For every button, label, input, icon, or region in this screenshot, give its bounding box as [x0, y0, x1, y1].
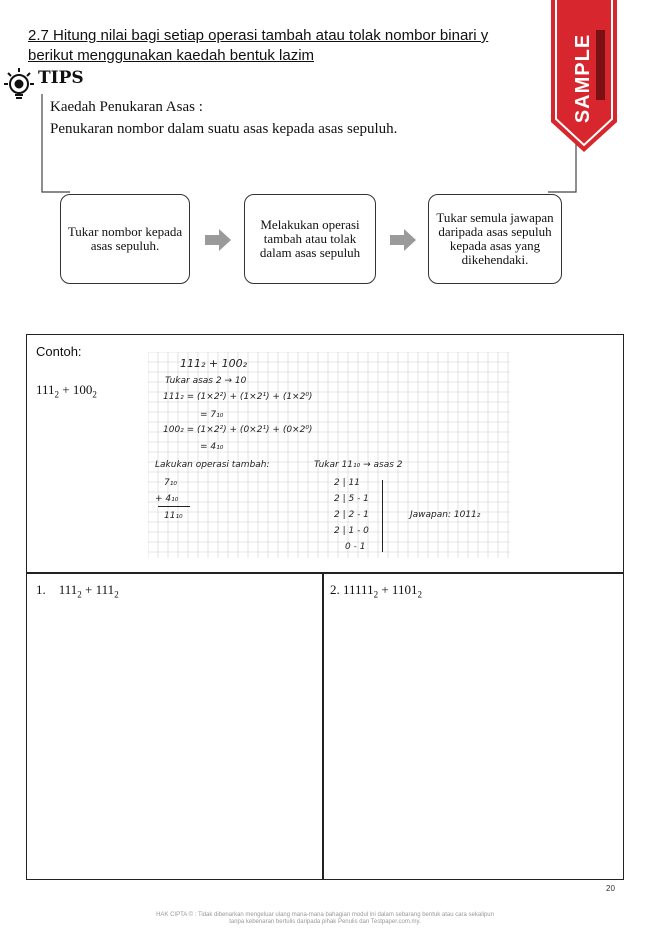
working-line: = 7₁₀ [200, 410, 224, 420]
working-line: Lakukan operasi tambah: [155, 460, 270, 470]
question-2: 2. $11111_2 + 1101_2$ [330, 582, 422, 600]
addition-result: 11₁₀ [164, 511, 183, 521]
working-line: Tukar 11₁₀ → asas 2 [314, 460, 403, 470]
example-label: Contoh: [36, 344, 82, 359]
table-divider-horizontal [26, 572, 624, 574]
step-perform-operation: Melakukan operasi tambah atau tolak dalam asas sepuluh [244, 194, 376, 284]
example-expression: $111_2 + 100_2$ [36, 382, 97, 400]
tips-description: Penukaran nombor dalam suatu asas kepada asas sepuluh. [50, 121, 398, 137]
addition-top: 7₁₀ [164, 478, 177, 488]
division-row: 2 | 1 - 0 [334, 526, 369, 536]
arrow-right-icon [388, 228, 418, 252]
table-divider-vertical [322, 572, 324, 880]
division-row: 2 | 11 [334, 478, 360, 488]
heading-line-1: 2.7 Hitung nilai bagi setiap operasi tambah atau tolak nombor binari y [28, 27, 489, 44]
sample-badge-text-wrap [558, 33, 610, 123]
heading-line-2: berikut menggunakan kaedah bentuk lazim [28, 47, 315, 64]
division-row: 2 | 2 - 1 [334, 510, 369, 520]
lightbulb-gear-icon [2, 66, 36, 100]
sample-badge-text: SAMPLE [572, 33, 595, 123]
answer-arrow-line [382, 480, 383, 552]
working-line: 111₂ + 100₂ [180, 357, 248, 370]
step-convert-to-base-ten: Tukar nombor kepada asas sepuluh. [60, 194, 190, 284]
tips-label: TIPS [38, 68, 84, 88]
question-heading [28, 26, 568, 66]
page-number: 20 [606, 884, 615, 893]
working-line: Tukar asas 2 → 10 [165, 376, 247, 386]
working-line: 100₂ = (1×2²) + (0×2¹) + (0×2⁰) [163, 425, 313, 435]
addition-middle: + 4₁₀ [155, 494, 179, 504]
working-line: 111₂ = (1×2²) + (1×2¹) + (1×2⁰) [163, 392, 313, 402]
working-line: = 4₁₀ [200, 442, 224, 452]
addition-rule [158, 506, 190, 507]
division-row: 2 | 5 - 1 [334, 494, 369, 504]
question-1: 1. $111_2 + 111_2$ [36, 582, 119, 600]
answer-text: Jawapan: 1011₂ [410, 510, 481, 520]
copyright-footer: HAK CIPTA © : Tidak dibenarkan mengeluar ulang mana-mana bahagian modul ini dalam sebarang bentuk atau cara sekalipun tanpa kebenaran bertulis daripada pihak Penulis dan Testpaper.com.my. [156, 912, 494, 925]
division-row: 0 - 1 [345, 542, 366, 552]
step-convert-back: Tukar semula jawapan daripada asas sepuluh kepada asas yang dikehendaki. [428, 194, 562, 284]
arrow-right-icon [203, 228, 233, 252]
tips-title: Kaedah Penukaran Asas : [50, 99, 203, 115]
